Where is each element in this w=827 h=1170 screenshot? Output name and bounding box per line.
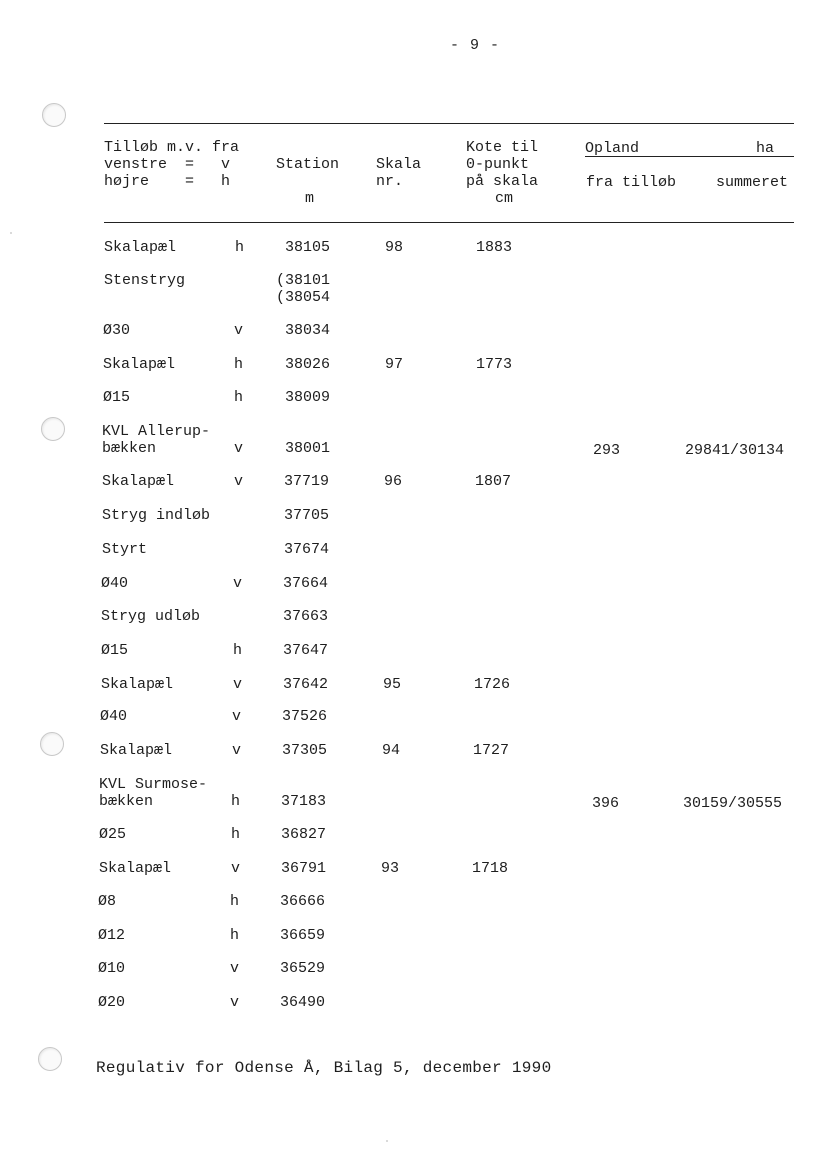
row-name: Ø30 [103,322,131,339]
table-top-rule [104,123,794,124]
page-number: - 9 - [449,37,500,54]
row-name: KVL Allerup- [102,423,211,440]
table-row [0,927,827,947]
row-side: h [233,642,243,659]
table-header-rule [104,222,794,223]
row-side: v [234,322,244,339]
row-station: 38009 [285,389,331,406]
header-fra-tillob: fra tilløb [586,174,677,191]
row-name: Skalapæl [103,356,176,373]
row-station: 37647 [283,642,329,659]
row-side: h [230,893,240,910]
row-station: 36666 [280,893,326,910]
table-row [0,575,827,595]
header-station: Station [276,156,340,173]
footer-text: Regulativ for Odense Å, Bilag 5, december 1990 [96,1059,552,1077]
table-row [0,742,827,762]
row-side: v [232,742,242,759]
header-tillob-line3: højre = h [104,173,231,190]
row-skala: 98 [385,239,404,256]
row-name: Ø40 [101,575,129,592]
table-row [0,239,827,259]
table-row [0,389,827,409]
row-station: (38101 [276,272,331,289]
row-station: 38105 [285,239,331,256]
scan-speck [386,1140,388,1142]
row-kote: 1807 [475,473,512,490]
header-skala: Skala [376,156,422,173]
header-station-unit: m [305,190,315,207]
table-row [0,608,827,628]
row-side: v [231,860,241,877]
row-name: Ø25 [99,826,127,843]
row-station: 37705 [284,507,330,524]
scan-speck [10,232,12,234]
header-kote-line1: Kote til [466,139,539,156]
row-fra-tillob: 396 [592,795,620,812]
header-tillob-line1: Tilløb m.v. fra [104,139,240,156]
table-row [0,322,827,342]
row-station: 37642 [283,676,329,693]
table-row [0,356,827,376]
row-station: 38026 [285,356,331,373]
row-name: Skalapæl [104,239,177,256]
row-station: 37526 [282,708,328,725]
row-side: h [230,927,240,944]
row-station: 37674 [284,541,330,558]
row-skala: 93 [381,860,400,877]
row-name: Stryg udløb [101,608,201,625]
row-kote: 1726 [474,676,511,693]
table-row [0,860,827,880]
table-row [0,708,827,728]
row-name: Skalapæl [102,473,175,490]
row-kote: 1727 [473,742,510,759]
row-name: Ø20 [98,994,126,1011]
row-side: v [230,994,240,1011]
header-opland: Opland [585,140,640,157]
row-side: v [234,473,244,490]
row-name: KVL Surmose- [99,776,208,793]
row-name-second: bækken [99,793,154,810]
row-name: Ø40 [100,708,128,725]
row-summeret: 30159/30555 [683,795,783,812]
row-name: Ø15 [101,642,129,659]
row-summeret: 29841/30134 [685,442,785,459]
punch-hole-1 [42,103,66,127]
table-row [0,541,827,561]
row-station: 37719 [284,473,330,490]
header-kote-unit: cm [495,190,514,207]
table-row [0,423,827,461]
row-station: 36791 [281,860,327,877]
row-side: v [232,708,242,725]
row-station: 38034 [285,322,331,339]
header-skala-sub: nr. [376,173,404,190]
row-name: Ø8 [98,893,117,910]
row-station: 36659 [280,927,326,944]
row-station: 37305 [282,742,328,759]
row-name: Ø10 [98,960,126,977]
row-station-second: (38054 [276,289,331,306]
row-side: h [234,389,244,406]
row-kote: 1883 [476,239,513,256]
row-name: Ø12 [98,927,126,944]
header-summeret: summeret [716,174,789,191]
row-station: 36827 [281,826,327,843]
row-name: Skalapæl [100,742,173,759]
header-kote-line2: 0-punkt [466,156,530,173]
table-row [0,960,827,980]
row-side: v [233,575,243,592]
row-station: 38001 [285,440,331,457]
row-side: h [234,356,244,373]
row-name: Styrt [102,541,148,558]
header-tillob-line2: venstre = v [104,156,231,173]
row-side: h [231,793,241,810]
row-name-second: bækken [102,440,157,457]
table-row [0,826,827,846]
row-fra-tillob: 293 [593,442,621,459]
table-row [0,272,827,310]
row-station: 37664 [283,575,329,592]
row-station: 36490 [280,994,326,1011]
table-row [0,676,827,696]
row-skala: 94 [382,742,401,759]
header-opland-unit: ha [756,140,775,157]
row-side: v [234,440,244,457]
table-row [0,994,827,1014]
row-skala: 96 [384,473,403,490]
row-name: Skalapæl [101,676,174,693]
row-station: 37183 [281,793,327,810]
row-name: Ø15 [103,389,131,406]
table-row [0,507,827,527]
row-kote: 1773 [476,356,513,373]
row-skala: 97 [385,356,404,373]
row-name: Skalapæl [99,860,172,877]
table-row [0,473,827,493]
table-row [0,642,827,662]
row-skala: 95 [383,676,402,693]
row-side: v [233,676,243,693]
row-station: 37663 [283,608,329,625]
table-row [0,893,827,913]
row-station: 36529 [280,960,326,977]
row-name: Stryg indløb [102,507,211,524]
row-name: Stenstryg [104,272,186,289]
row-side: h [235,239,245,256]
row-kote: 1718 [472,860,509,877]
header-kote-line3: på skala [466,173,539,190]
punch-hole-4 [38,1047,62,1071]
table-row [0,776,827,814]
row-side: v [230,960,240,977]
row-side: h [231,826,241,843]
header-opland-underline [585,156,794,157]
